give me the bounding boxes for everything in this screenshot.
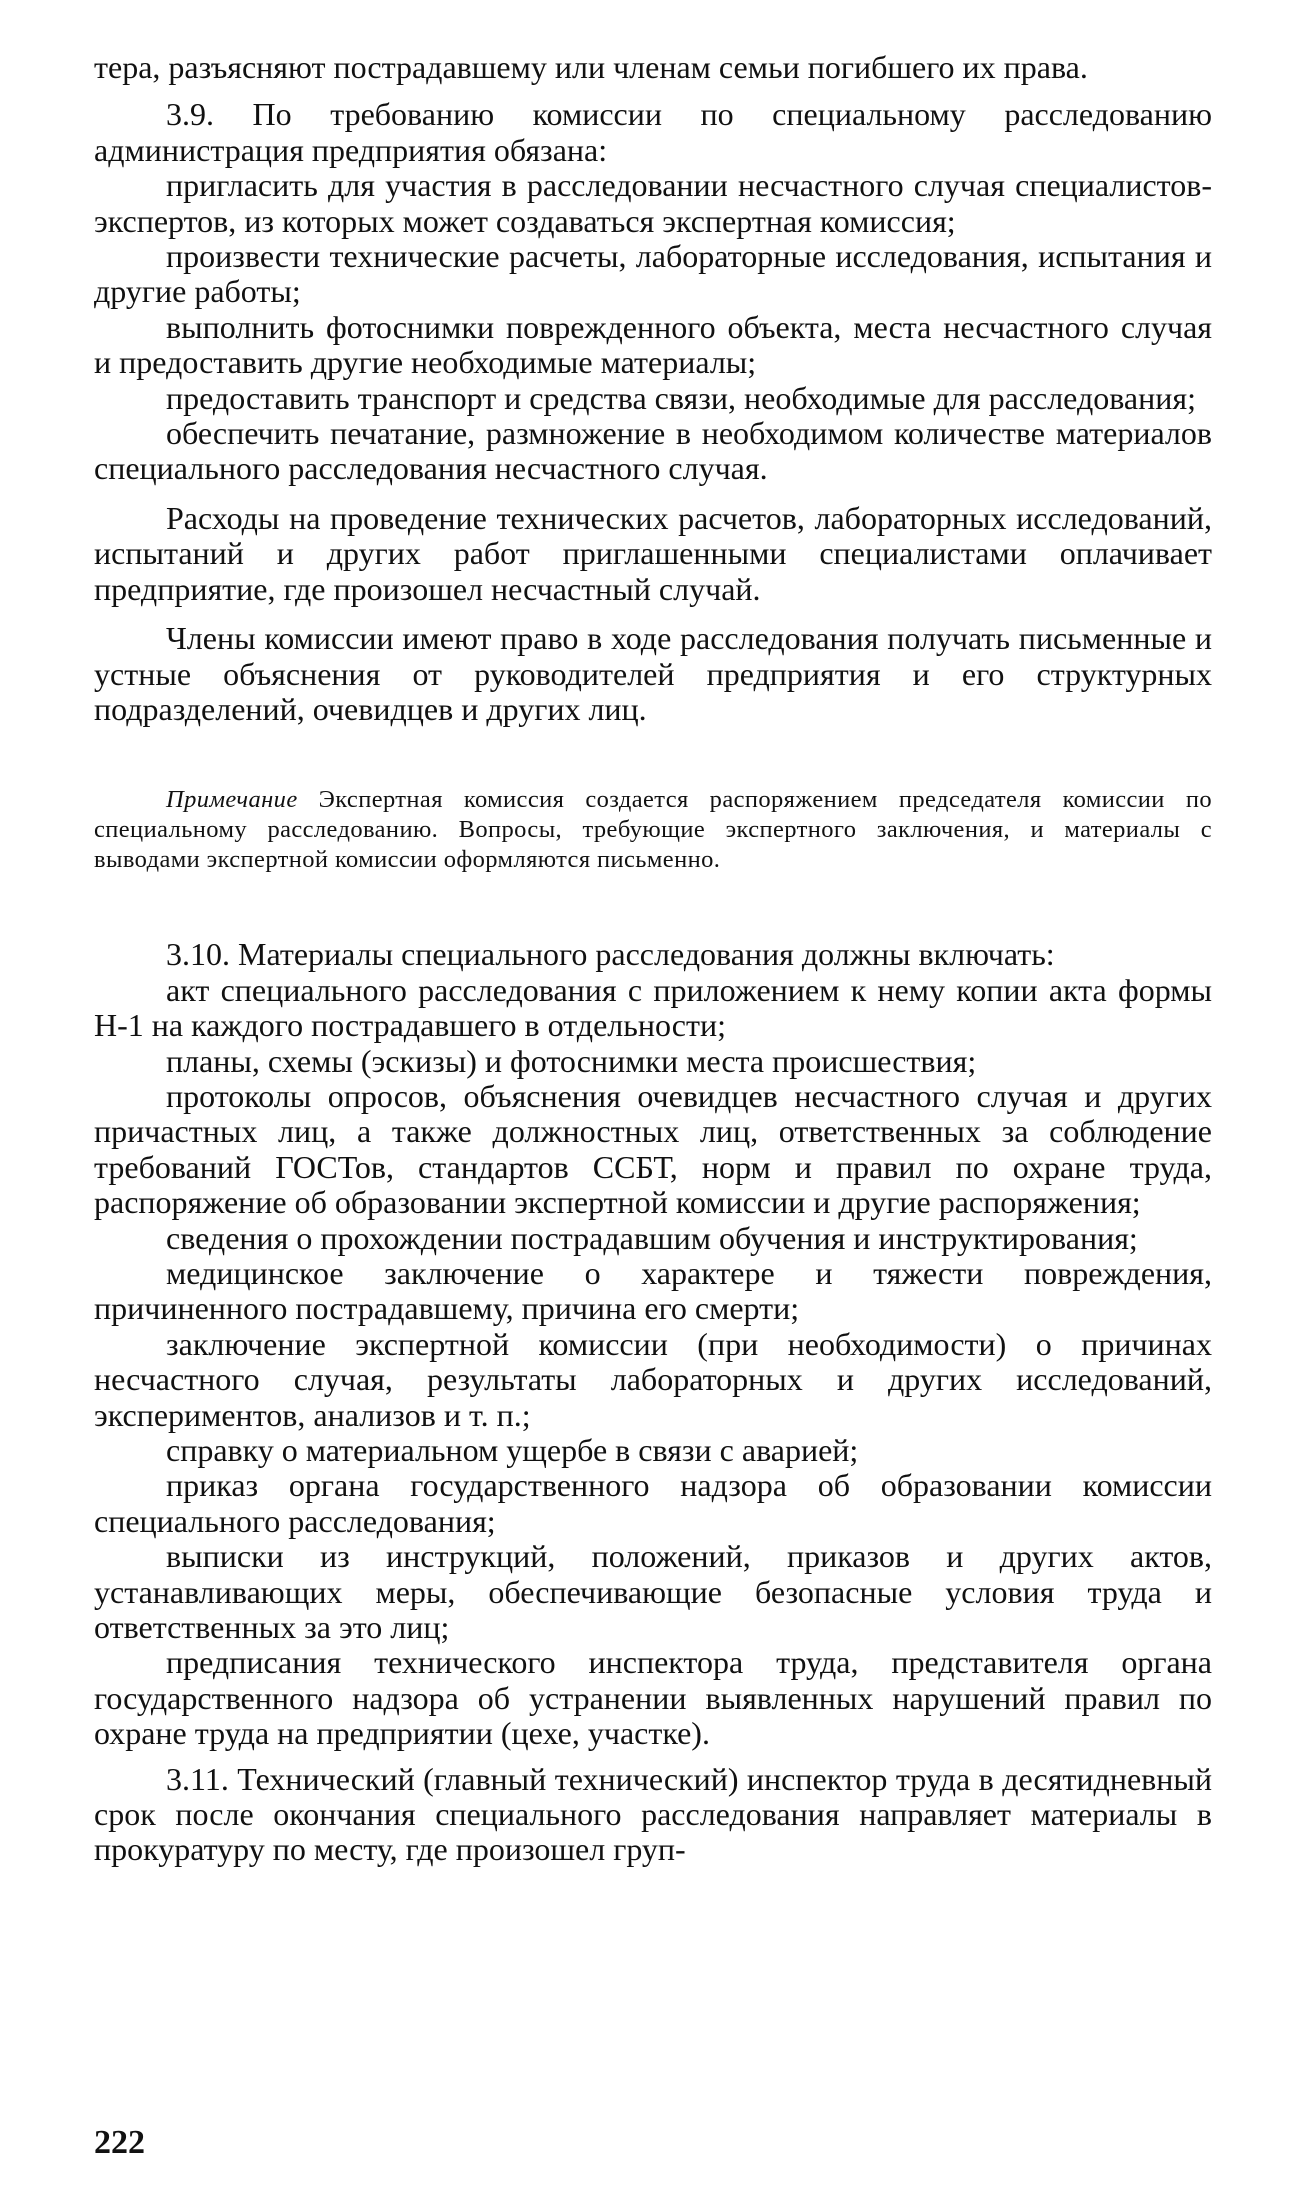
paragraph: справку о материальном ущербе в связи с аварией; bbox=[166, 1432, 859, 1468]
paragraph: предписания технического инспектора труда, представителя органа государственного надзора об устранении выявленных нарушений правил по охране труда на предприятии (цехе, участке). bbox=[94, 1644, 1212, 1752]
text-section-before-note bbox=[94, 50, 1212, 727]
paragraph: предоставить транспорт и средства связи, необходимые для расследования; bbox=[166, 379, 1196, 416]
paragraph: 3.9. По требованию комиссии по специальному расследованию администрация предприятия обязана: bbox=[94, 96, 1212, 168]
paragraph: выполнить фотоснимки поврежденного объекта, места несчастного случая и предоставить другие необходимые материалы; bbox=[94, 308, 1212, 381]
paragraph: обеспечить печатание, размножение в необходимом количестве материалов специального расследования несчастного случая. bbox=[94, 415, 1212, 487]
page-number: 222 bbox=[94, 2124, 145, 2161]
text-section-after-note bbox=[94, 937, 1212, 1868]
paragraph: приказ органа государственного надзора об образовании комиссии специального расследования; bbox=[94, 1467, 1212, 1539]
paragraph: произвести технические расчеты, лабораторные исследования, испытания и другие работы; bbox=[94, 238, 1212, 310]
page-body bbox=[94, 50, 1212, 1868]
paragraph: заключение экспертной комиссии (при необходимости) о причинах несчастного случая, результаты лабораторных и других исследований, экспериментов, анализов и т. п.; bbox=[94, 1325, 1212, 1433]
note-text: Экспертная комиссия создается распоряжением председателя комиссии по специальному расследованию. Вопросы, требующие экспертного заключения, и материалы с выводами экспертной комиссии оформляются письменно. bbox=[94, 786, 1213, 874]
paragraph: Расходы на проведение технических расчетов, лабораторных исследований, испытаний и других работ приглашенными специалистами оплачивает предприятие, где произошел несчастный случай. bbox=[94, 499, 1212, 607]
paragraph: пригласить для участия в расследовании несчастного случая специалистов-экспертов, из которых может создаваться экспертная комиссия; bbox=[94, 167, 1212, 239]
paragraph: планы, схемы (эскизы) и фотоснимки места происшествия; bbox=[166, 1042, 977, 1079]
paragraph: 3.11. Технический (главный технический) инспектор труда в десятидневный срок после окончания специального расследования направляет материалы в прокуратуру по месту, где произошел груп- bbox=[94, 1760, 1212, 1868]
paragraph: выписки из инструкций, положений, приказов и других актов, устанавливающих меры, обеспечивающие безопасные условия труда и ответственных за это лиц; bbox=[94, 1538, 1212, 1646]
paragraph: протоколы опросов, объяснения очевидцев несчастного случая и других причастных лиц, а также должностных лиц, ответственных за соблюдение требований ГОСТов, стандартов ССБТ, норм и правил по охране труда, распоряжение об образовании экспертной комиссии и другие распоряжения; bbox=[94, 1077, 1212, 1221]
note-paragraph bbox=[94, 785, 1212, 875]
paragraph: сведения о прохождении пострадавшим обучения и инструктирования; bbox=[166, 1219, 1138, 1256]
paragraph: тера, разъясняют пострадавшему или членам семьи погибшего их права. bbox=[94, 49, 1088, 85]
paragraph: акт специального расследования с приложением к нему копии акта формы Н-1 на каждого пострадавшего в отдельности; bbox=[94, 971, 1212, 1044]
note-label: Примечание bbox=[166, 786, 298, 814]
paragraph: медицинское заключение о характере и тяжести повреждения, причиненного пострадавшему, причина его смерти; bbox=[94, 1254, 1212, 1327]
paragraph: Члены комиссии имеют право в ходе расследования получать письменные и устные объяснения от руководителей предприятия и его структурных подразделений, очевидцев и других лиц. bbox=[94, 620, 1212, 727]
paragraph: 3.10. Материалы специального расследования должны включать: bbox=[166, 936, 1055, 973]
